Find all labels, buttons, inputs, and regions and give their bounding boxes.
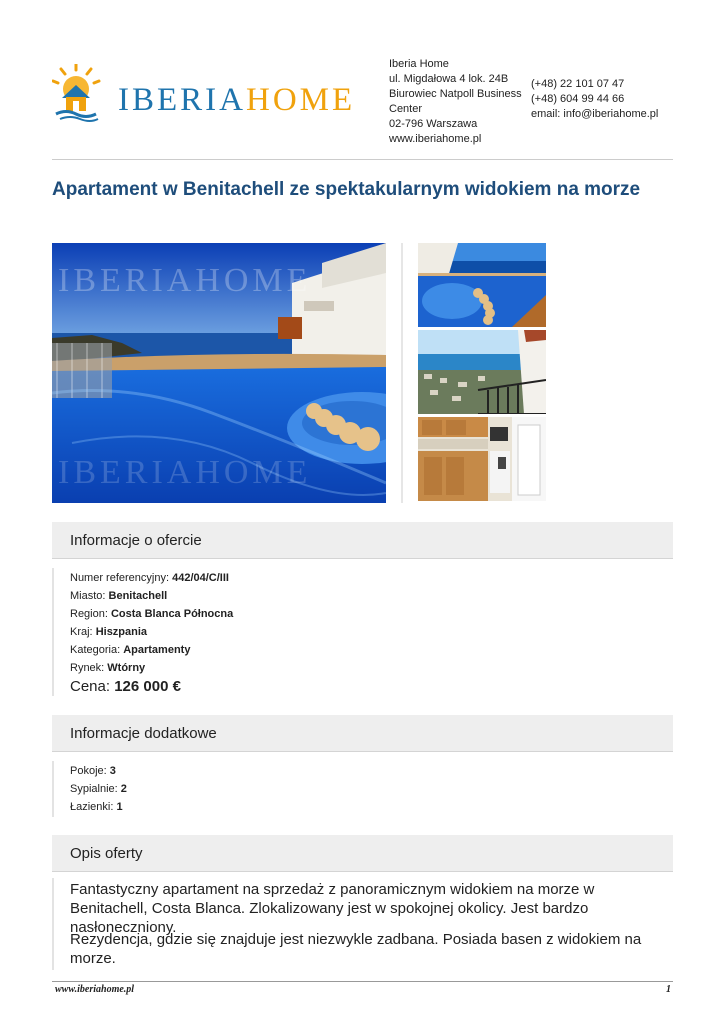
additional-info-header (52, 715, 673, 752)
company-contact (531, 77, 681, 122)
additional-row-bedrooms (70, 782, 127, 796)
bedrooms-value: 2 (120, 783, 127, 795)
header-divider (52, 159, 673, 160)
price-label: Cena: (70, 678, 115, 695)
phone-1[interactable]: (+48) 22 101 07 47 (531, 78, 625, 90)
email-link[interactable]: email: info@iberiahome.pl (531, 108, 659, 120)
country-value: Hiszpania (95, 626, 148, 638)
offer-row-category (70, 643, 190, 657)
bathrooms-value: 1 (116, 801, 123, 813)
watermark-bottom: IBERIAHOME (58, 454, 312, 491)
thumbnail-pool[interactable] (418, 243, 546, 327)
additional-row-bathrooms (70, 800, 123, 814)
company-address (389, 57, 529, 147)
rooms-value: 3 (109, 765, 116, 777)
country-label: Kraj: (70, 626, 96, 638)
thumbnail-kitchen[interactable] (418, 417, 546, 501)
phone-2[interactable]: (+48) 604 99 44 66 (531, 93, 625, 105)
offer-row-country (70, 625, 147, 639)
company-name: Iberia Home (389, 58, 449, 70)
description-header (52, 835, 673, 872)
address-building: Biurowiec Natpoll Business Center (389, 88, 522, 115)
logo-house-sun-icon (52, 64, 116, 128)
rooms-label: Pokoje: (70, 765, 110, 777)
category-label: Kategoria: (70, 644, 124, 656)
footer-website[interactable]: www.iberiahome.pl (55, 984, 135, 995)
bedrooms-label: Sypialnie: (70, 783, 121, 795)
page-title: Apartament w Benitachell ze spektakularnym widokiem na morze (52, 179, 641, 200)
thumbnail-sea-view[interactable] (418, 330, 546, 414)
region-value: Costa Blanca Północna (110, 608, 234, 620)
footer-divider (52, 981, 673, 982)
city-value: Benitachell (108, 590, 168, 602)
reference-label: Numer referencyjny: (70, 572, 173, 584)
category-value: Apartamenty (123, 644, 191, 656)
additional-row-rooms (70, 764, 116, 778)
price-value: 126 000 € (114, 678, 181, 695)
company-website-link[interactable]: www.iberiahome.pl (389, 133, 482, 145)
additional-info-heading: Informacje dodatkowe (70, 725, 217, 742)
offer-row-region (70, 607, 233, 621)
main-photo-pool[interactable] (52, 243, 386, 503)
description-paragraph-2: Rezydencja, gdzie się znajduje jest niezwykle zadbana. Posiada basen z widokiem na morze. (70, 931, 642, 967)
gallery-divider (401, 243, 403, 503)
offer-row-reference (70, 571, 229, 585)
offer-info-header (52, 522, 673, 559)
offer-row-city (70, 589, 167, 603)
logo-wordmark-home: HOME (246, 82, 356, 118)
address-city: 02-796 Warszawa (389, 118, 478, 130)
reference-value: 442/04/C/III (172, 572, 229, 584)
offer-info-body (52, 568, 673, 696)
market-value: Wtórny (107, 662, 146, 674)
market-label: Rynek: (70, 662, 108, 674)
bathrooms-label: Łazienki: (70, 801, 117, 813)
offer-row-market (70, 661, 145, 675)
address-street: ul. Migdałowa 4 lok. 24B (389, 73, 509, 85)
description-paragraph-1: Fantastyczny apartament na sprzedaż z panoramicznym widokiem na morze w Benitachell, Costa Blanca. Zlokalizowany jest w spokojnej okolicy. Jest bardzo nasłoneczniony. (70, 881, 595, 936)
city-label: Miasto: (70, 590, 109, 602)
description-heading: Opis oferty (70, 845, 143, 862)
logo-wordmark-iberia: IBERIA (118, 82, 246, 118)
logo-wordmark (118, 83, 355, 117)
watermark-top: IBERIAHOME (58, 262, 312, 299)
additional-info-body (52, 761, 673, 817)
region-label: Region: (70, 608, 111, 620)
footer-page-number: 1 (666, 984, 671, 995)
offer-price (70, 678, 181, 695)
company-logo (52, 64, 356, 128)
offer-info-heading: Informacje o ofercie (70, 532, 202, 549)
description-body (52, 878, 673, 970)
